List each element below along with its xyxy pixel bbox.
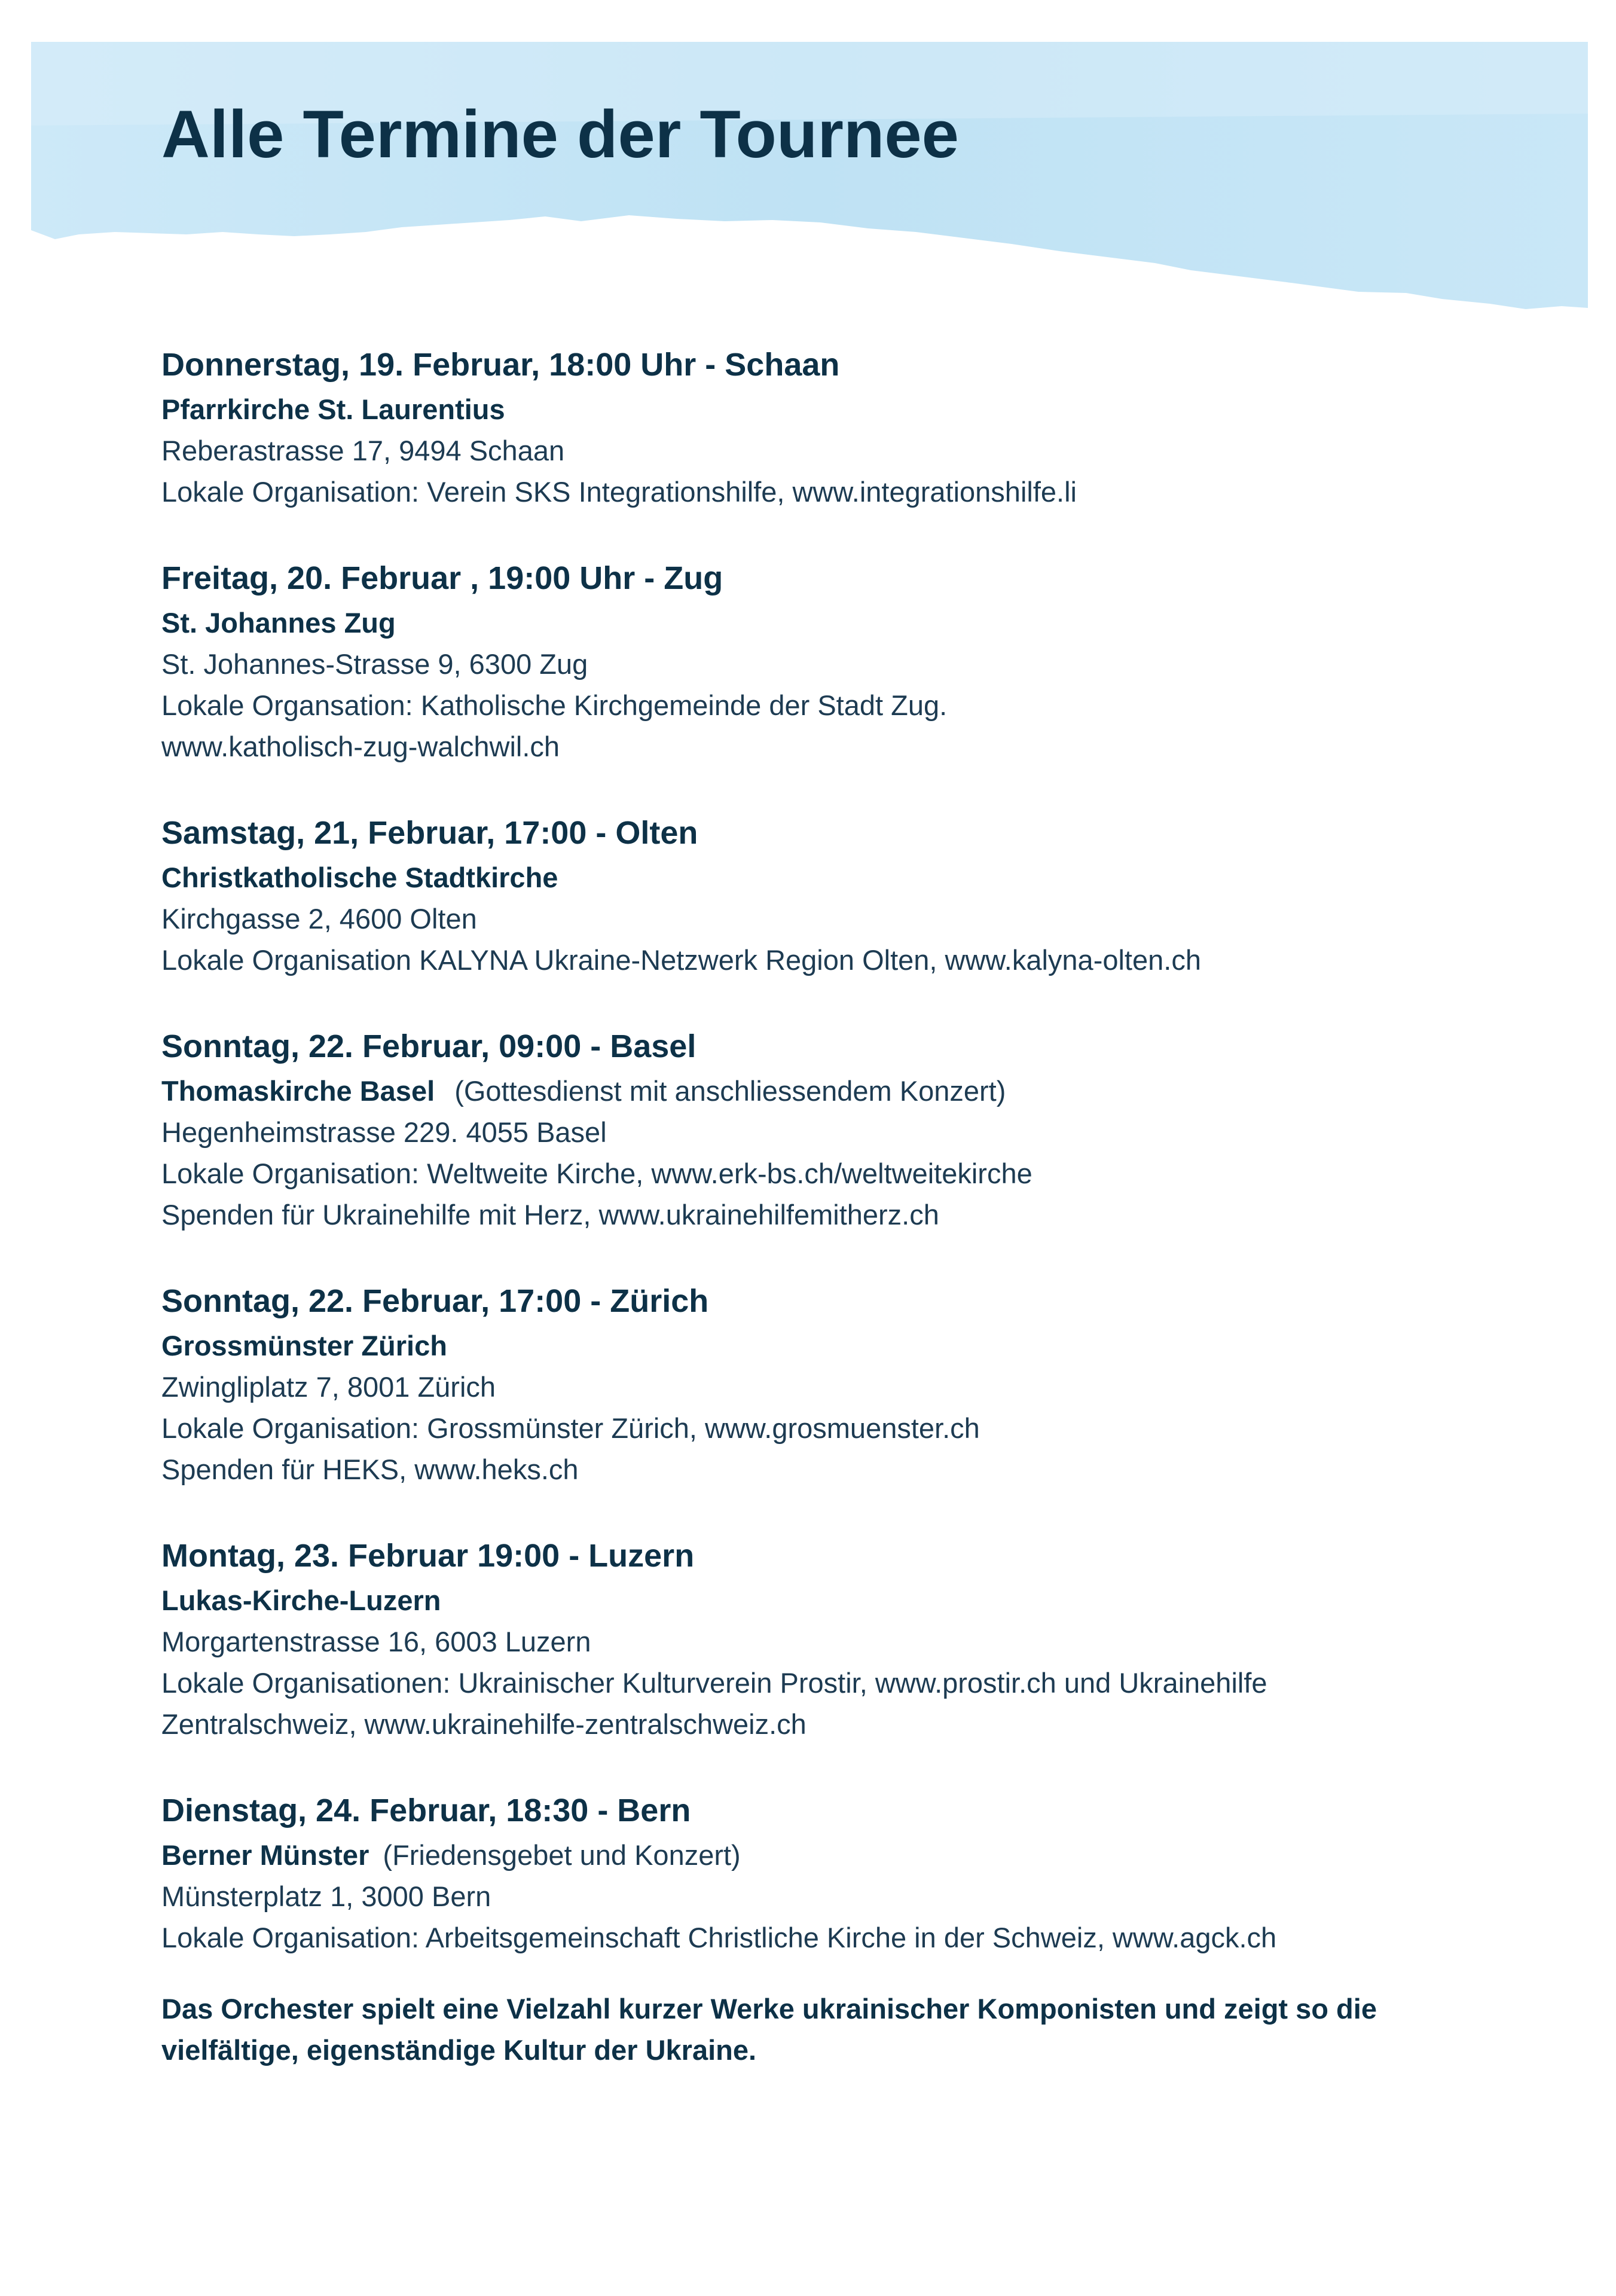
event-venue: Christkatholische Stadtkirche — [161, 862, 558, 893]
event-heading: Donnerstag, 19. Februar, 18:00 Uhr - Schaan — [161, 347, 840, 383]
event-donations: Spenden für Ukrainehilfe mit Herz, www.ukrainehilfemitherz.ch — [161, 1199, 939, 1231]
event-organisation: Lokale Organisation: Weltweite Kirche, www.erk-bs.ch/weltweitekirche — [161, 1158, 1032, 1189]
event-venue-note: (Friedensgebet und Konzert) — [383, 1839, 741, 1871]
event-venue-line — [161, 1070, 1536, 1112]
event-heading: Sonntag, 22. Februar, 17:00 - Zürich — [161, 1283, 709, 1319]
event-list — [161, 341, 1536, 2071]
event-venue-line — [161, 1580, 1536, 1621]
event-venue: Thomaskirche Basel — [161, 1075, 435, 1107]
event-organisation: Lokale Organisation: Verein SKS Integrationshilfe, www.integrationshilfe.li — [161, 476, 1077, 508]
event-venue-line — [161, 1834, 1536, 1876]
closing-line-2: vielfältige, eigenständige Kultur der Ukraine. — [161, 2034, 757, 2066]
event-address: Kirchgasse 2, 4600 Olten — [161, 903, 477, 935]
closing-line-1: Das Orchester spielt eine Vielzahl kurzer Werke ukrainischer Komponisten und zeigt so die — [161, 1993, 1377, 2025]
page-title: Alle Termine der Tournee — [161, 97, 959, 172]
event-schaan — [161, 341, 1536, 512]
event-address: Reberastrasse 17, 9494 Schaan — [161, 435, 565, 466]
event-address: St. Johannes-Strasse 9, 6300 Zug — [161, 648, 588, 680]
event-zug — [161, 554, 1536, 767]
event-organisation: Lokale Organsation: Katholische Kirchgemeinde der Stadt Zug. — [161, 689, 948, 721]
event-address: Zwingliplatz 7, 8001 Zürich — [161, 1371, 496, 1403]
event-basel — [161, 1022, 1536, 1235]
event-donations: Spenden für HEKS, www.heks.ch — [161, 1454, 579, 1485]
event-olten — [161, 809, 1536, 981]
event-venue: Grossmünster Zürich — [161, 1330, 447, 1361]
event-address: Hegenheimstrasse 229. 4055 Basel — [161, 1116, 607, 1148]
event-heading: Montag, 23. Februar 19:00 - Luzern — [161, 1538, 695, 1574]
event-heading: Dienstag, 24. Februar, 18:30 - Bern — [161, 1793, 691, 1828]
event-venue: Pfarrkirche St. Laurentius — [161, 393, 505, 425]
header-banner — [31, 42, 1588, 317]
event-website: www.katholisch-zug-walchwil.ch — [161, 731, 560, 762]
event-venue-line — [161, 857, 1536, 898]
event-organisation: Lokale Organisation KALYNA Ukraine-Netzwerk Region Olten, www.kalyna-olten.ch — [161, 944, 1201, 976]
event-zuerich — [161, 1277, 1536, 1490]
watercolor-banner — [31, 42, 1588, 317]
event-organisation: Lokale Organisation: Grossmünster Zürich, www.grosmuenster.ch — [161, 1412, 980, 1444]
event-bern — [161, 1787, 1536, 1958]
event-address: Münsterplatz 1, 3000 Bern — [161, 1880, 491, 1912]
event-venue-note: (Gottesdienst mit anschliessendem Konzert) — [454, 1075, 1006, 1107]
event-organisation-cont: Zentralschweiz, www.ukrainehilfe-zentralschweiz.ch — [161, 1708, 807, 1740]
event-heading: Samstag, 21, Februar, 17:00 - Olten — [161, 815, 698, 851]
event-venue-line — [161, 389, 1536, 430]
event-venue-line — [161, 1325, 1536, 1366]
event-heading: Sonntag, 22. Februar, 09:00 - Basel — [161, 1028, 697, 1064]
event-venue: St. Johannes Zug — [161, 607, 396, 639]
event-heading: Freitag, 20. Februar , 19:00 Uhr - Zug — [161, 560, 723, 596]
event-address: Morgartenstrasse 16, 6003 Luzern — [161, 1626, 591, 1657]
event-venue: Lukas-Kirche-Luzern — [161, 1584, 441, 1616]
event-organisation: Lokale Organisation: Arbeitsgemeinschaft Christliche Kirche in der Schweiz, www.agck.ch — [161, 1922, 1277, 1953]
event-luzern — [161, 1532, 1536, 1745]
event-venue-line — [161, 602, 1536, 643]
closing-statement — [161, 1988, 1536, 2071]
event-organisation: Lokale Organisationen: Ukrainischer Kulturverein Prostir, www.prostir.ch und Ukrainehilfe — [161, 1667, 1267, 1699]
event-venue: Berner Münster — [161, 1839, 369, 1871]
